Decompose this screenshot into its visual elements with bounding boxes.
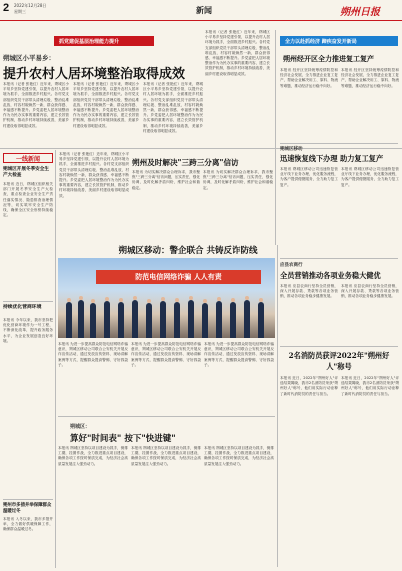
right-mid-divider <box>280 143 398 144</box>
col1-brief2-body: 本报讯 今年以来，我市坚持把优化营商环境作为一号工程，不断深化改革，提升政务服务水平，为企业发展创造良好环境。 <box>3 318 53 343</box>
feature-photo <box>58 258 275 338</box>
col1-brief-body: 本报讯 近日，朔城区组织相关部门开展冬季安全生产大检查，重点检查企业安全生产责任落实情况、隐患排查治理情况等，切实筑牢安全生产防线，确保全区安全形势持续稳定。 <box>3 182 53 218</box>
photo-feature-body-3: 本报讯 为进一步提高群众防范电信网络诈骗意识，朔城区移动公司联合公安机关开展反诈宣传活动，通过发放宣传资料、现场讲解案例等方式，提醒群众提高警惕、守好钱袋子。 <box>204 342 274 367</box>
photo-feature-title: 朔城区移动：警企联合 共铸反诈防线 <box>118 246 258 256</box>
section-name: 新闻 <box>196 6 212 15</box>
right-vertical-rule <box>277 245 278 567</box>
header-rule <box>0 20 402 21</box>
right-top-title: 朔州经开区全力推进复工复产 <box>283 55 374 63</box>
col1-brief-sep <box>3 301 53 302</box>
right-mid-title: 迅速恢复线下办理 助力复工复产 <box>280 154 384 163</box>
bottom-kicker: 朔城区： <box>70 424 91 430</box>
bottom-title: 算好"时间表" 按下"快进键" <box>70 434 176 444</box>
center-top-body: 本报讯（记者 张艳红）近年来，朔城区小平易乡坚持党建引领，以提升农村人居环境为抓手，全面推进乡村振兴。各村党支部组织党员干部带头清理垃圾、整治乱堆乱放，村容村貌焕然一新，群众获得感、幸福感不断提升。乡党委把人居环境整治作为为民办实事的重要内容，建立长效管护机制，推动乡村环境持续改善，美丽乡村建设取得明显成效。 <box>205 30 270 76</box>
right-bottom-divider <box>280 346 398 347</box>
right-mid-kicker: 朔城区移动 <box>280 147 303 152</box>
center-vertical-rule <box>275 30 276 245</box>
sub-article-body-2: 本报讯 为切实解决群众合理诉求，我市聚焦"三跨三分离"信访问题，压实责任，强化协调，及时化解矛盾纠纷，维护社会和谐稳定。 <box>203 170 273 190</box>
photo-placard <box>96 270 261 284</box>
col1-brief-header-text: 一线新闻 <box>15 155 40 163</box>
masthead-logo: 朔州日报 <box>340 7 380 18</box>
mid-body-a: 本报讯（记者 张艳红）近年来，朔城区小平易乡坚持党建引领，以提升农村人居环境为抓手，全面推进乡村振兴。各村党支部组织党员干部带头清理垃圾、整治乱堆乱放，村容村貌焕然一新，群众获得感、幸福感不断提升。乡党委把人居环境整治作为为民办实事的重要内容，建立长效管护机制，推动乡村环境持续改善，美丽乡村建设取得明显成效。 <box>59 152 129 198</box>
right-bottom-title: 2名消防员获评2022年"朔州好人"称号 <box>288 351 390 371</box>
right-top-body: 本报讯 经开区坚持统筹疫情防控和经济社会发展，全力推进企业复工复产，帮助企业解决用工、原料、物流等难题，推动经济运行稳中向好。 <box>280 68 338 88</box>
left-banner <box>54 36 154 46</box>
bottom-divider <box>58 416 275 417</box>
col1-brief3-title: 朔州市多措并举保障群众温暖过冬 <box>3 503 52 514</box>
bottom-body-2: 本报讯 朔城区坚持以项目建设为抓手，倒排工期，挂图作战，全力推进重点项目建设，确保各项工作按时保质完成，为经济社会高质量发展注入强劲动力。 <box>131 446 201 466</box>
right-banner <box>280 36 398 46</box>
photo-crowd <box>58 288 275 338</box>
left-banner-text: 抓党建促基层治理能力提升 <box>59 38 120 45</box>
col1-divider <box>0 148 402 149</box>
col1-brief2-title: 持续优化营商环境 <box>3 305 42 310</box>
right-mid2-kicker: 应县农商行 <box>280 263 303 268</box>
right-mid2-body: 本报讯 应县农商行坚持全员营销，深入开展存款、贷款等各项业务营销，推动各项业务稳步健康发展。 <box>280 284 338 299</box>
col1-brief-header <box>3 153 53 163</box>
right-top-body-2: 本报讯 经开区坚持统筹疫情防控和经济社会发展，全力推进企业复工复产，帮助企业解决用工、原料、物流等难题，推动经济运行稳中向好。 <box>341 68 399 88</box>
photo-placard-text: 防范电信网络诈骗 人人有责 <box>135 273 222 281</box>
bottom-body-3: 本报讯 朔城区坚持以项目建设为抓手，倒排工期，挂图作战，全力推进重点项目建设，确保各项工作按时保质完成，为经济社会高质量发展注入强劲动力。 <box>204 446 274 466</box>
left-article-body: 本报讯（记者 张艳红）近年来，朔城区小平易乡坚持党建引领，以提升农村人居环境为抓手，全面推进乡村振兴。各村党支部组织党员干部带头清理垃圾、整治乱堆乱放，村容村貌焕然一新，群众获得感、幸福感不断提升。乡党委把人居环境整治作为为民办实事的重要内容，建立长效管护机制，推动乡村环境持续改善，美丽乡村建设取得明显成效。 <box>3 82 69 128</box>
col1-brief-title: 朔城区开展冬季安全生产大检查 <box>3 167 49 178</box>
photo-feature-body-2: 本报讯 为进一步提高群众防范电信网络诈骗意识，朔城区移动公司联合公安机关开展反诈宣传活动，通过发放宣传资料、现场讲解案例等方式，提醒群众提高警惕、守好钱袋子。 <box>131 342 201 367</box>
left-article-body-2: 本报讯（记者 张艳红）近年来，朔城区小平易乡坚持党建引领，以提升农村人居环境为抓手，全面推进乡村振兴。各村党支部组织党员干部带头清理垃圾、整治乱堆乱放，村容村貌焕然一新，群众获得感、幸福感不断提升。乡党委把人居环境整治作为为民办实事的重要内容，建立长效管护机制，推动乡村环境持续改善，美丽乡村建设取得明显成效。 <box>73 82 139 128</box>
bottom-body: 本报讯 朔城区坚持以项目建设为抓手，倒排工期，挂图作战，全力推进重点项目建设，确保各项工作按时保质完成，为经济社会高质量发展注入强劲动力。 <box>58 446 128 466</box>
right-bottom-body-2: 本报讯 近日，2022年"朔州好人"评选结果揭晓，我市2名消防员荣获"朔州好人"称号，他们用实际行动诠释了新时代消防员的责任与担当。 <box>341 376 399 396</box>
right-mid-body-2: 本报讯 朔城区移动公司迅速恢复营业厅线下业务办理，优化服务流程，为客户提供便捷服务，全力助力复工复产。 <box>341 167 399 187</box>
right-mid2-divider <box>280 258 398 259</box>
page-number: 2 <box>3 2 10 14</box>
col1-brief2-sep <box>3 499 53 500</box>
right-mid-body: 本报讯 朔城区移动公司迅速恢复营业厅线下业务办理，优化服务流程，为客户提供便捷服务，全力助力复工复产。 <box>280 167 338 187</box>
col1-vertical-rule <box>55 150 56 568</box>
page-date: 2022年12月28日 <box>14 3 47 8</box>
page-header <box>0 0 402 20</box>
right-mid2-title: 全员营销推动各项业务稳大健优 <box>280 271 381 280</box>
right-bottom-body: 本报讯 近日，2022年"朔州好人"评选结果揭晓，我市2名消防员荣获"朔州好人"称号，他们用实际行动诠释了新时代消防员的责任与担当。 <box>280 376 338 396</box>
sub-article-title: 朔州及时解决"三跨三分离"信访 <box>132 158 239 167</box>
left-title: 提升农村人居环境整治取得成效 <box>3 67 186 82</box>
photo-feature-body: 本报讯 为进一步提高群众防范电信网络诈骗意识，朔城区移动公司联合公安机关开展反诈宣传活动，通过发放宣传资料、现场讲解案例等方式，提醒群众提高警惕、守好钱袋子。 <box>58 342 128 367</box>
col1-brief3-body: 本报讯 入冬以来，我市多措并举，全力做好供暖保障工作，确保群众温暖过冬。 <box>3 517 53 532</box>
left-kicker: 朔城区小平易乡： <box>3 54 55 62</box>
left-article-body-3: 本报讯（记者 张艳红）近年来，朔城区小平易乡坚持党建引领，以提升农村人居环境为抓手，全面推进乡村振兴。各村党支部组织党员干部带头清理垃圾、整治乱堆乱放，村容村貌焕然一新，群众获得感、幸福感不断提升。乡党委把人居环境整治作为为民办实事的重要内容，建立长效管护机制，推动乡村环境持续改善，美丽乡村建设取得明显成效。 <box>143 82 203 133</box>
sub-article-body: 本报讯 为切实解决群众合理诉求，我市聚焦"三跨三分离"信访问题，压实责任，强化协调，及时化解矛盾纠纷，维护社会和谐稳定。 <box>132 170 200 190</box>
right-mid2-body-2: 本报讯 应县农商行坚持全员营销，深入开展存款、贷款等各项业务营销，推动各项业务稳步健康发展。 <box>341 284 399 299</box>
page-weekday: 星期三 <box>14 9 26 14</box>
right-banner-text: 全力以赴抓经济 蹄疾奋发开新局 <box>285 38 357 45</box>
